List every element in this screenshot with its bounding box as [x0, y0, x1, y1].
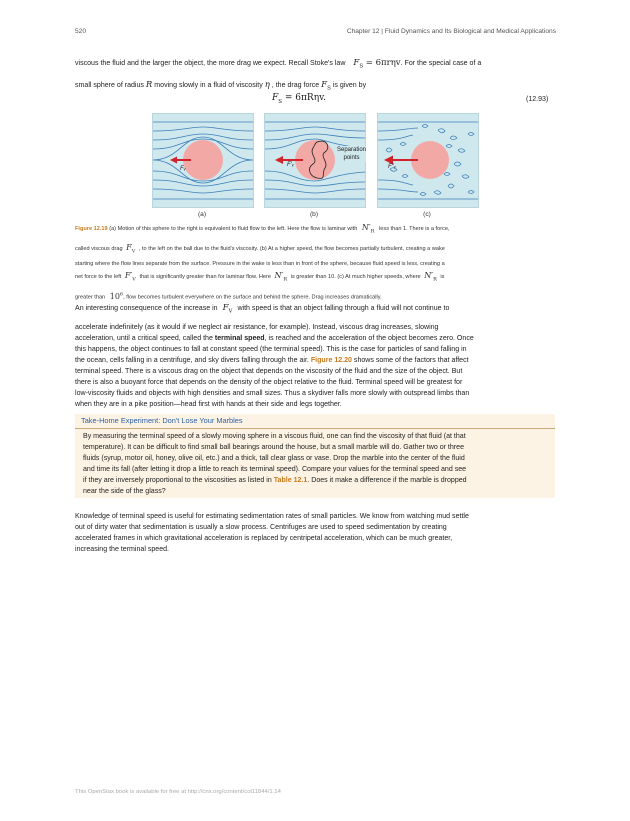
body-line-9: when they are in a pike position—head first with hands at their side and legs together. [75, 401, 342, 409]
panel-label-c: (c) [423, 211, 431, 218]
closing-line-3: accelerated frames in which gravitational acceleration is replaced by centripetal acceleration, which can be much greater, [75, 535, 453, 543]
drag-force-symbol: $F_S$ [321, 79, 331, 92]
caption-line-5: greater than $10^6$, flow becomes turbulent everywhere on the surface and behind the sphere. Drag increases dramatically. [75, 291, 382, 301]
body-line-2: accelerate indefinitely (as it would if we neglect air resistance, for example). Instead, viscous drag increases, slowing [75, 323, 439, 331]
intro-text-b: . For the special case of a [400, 60, 482, 67]
figure-panel-b [264, 113, 366, 208]
caption-line-3: starting where the flow lines separate from the surface. Pressure in the wake is less than in front of the sphere, because fluid speed is less, creating a [75, 261, 445, 267]
body-line-8: low-viscosity fluids and objects with high densities and small sizes. Thus a skydiver falls more slowly with outspread limbs than [75, 390, 470, 398]
panel-label-b: (b) [309, 211, 319, 218]
force-label-c: F″ᵥ [388, 164, 396, 170]
full-turbulence-diagram [378, 114, 478, 207]
body-line-7: there is also a buoyant force that depends on the density of the object relative to the fluid. Terminal speed will be greatest for [75, 379, 463, 387]
force-label-b: F′ᵥ [287, 162, 294, 168]
caption-line-1: Figure 12.19 (a) Motion of this sphere to the right is equivalent to fluid flow to the left. Here the flow is laminar with $N'_R$ less than 1. There is a force, [75, 223, 450, 235]
body-line-4: this happens, the object continues to fall at constant speed (the terminal speed). This is the case for particles of sand falling in [75, 345, 467, 353]
experiment-title-bar [75, 414, 555, 429]
equation-12-93: $F_S = 6\pi R\eta v$. [272, 93, 326, 105]
body-line-5: the ocean, cells falling in a centrifuge, and sky divers falling through the air. Figure 12.20 shows some of the factors that affect [75, 357, 469, 365]
intro-paragraph [75, 58, 560, 95]
caption-line-2: called viscous drag $F_V$ , to the left on the ball due to the fluid's viscosity. (b) At a higher speed, the flow becomes partially turbulent, creating a wake [75, 243, 445, 255]
closing-line-4: increasing the terminal speed. [75, 546, 170, 554]
radius-symbol: R [145, 79, 153, 90]
stokes-law-inline: $F_S = 6\pi r\eta v$ [353, 58, 401, 70]
separation-points-label: Separation points [337, 147, 367, 161]
equation-number: (12.93) [526, 96, 549, 103]
table-12-1-link[interactable]: Table 12.1 [273, 476, 308, 484]
experiment-title: Take-Home Experiment: Don't Lose Your Marbles [81, 416, 243, 425]
closing-line-2: out of dirty water that sedimentation is usually a slow process. Centrifuges are used to speed sedimentation by creating [75, 524, 447, 532]
laminar-flow-diagram [153, 114, 253, 207]
intro-line-1 [75, 58, 560, 73]
figure-panel-a [152, 113, 254, 208]
terminal-speed-paragraph [75, 303, 560, 411]
intro-line-2: small sphere of radius R moving slowly in a fluid of viscosity η , the drag force $F_S$ is given by [75, 79, 367, 92]
panel-label-a: (a) [197, 211, 207, 218]
body-line-3: acceleration, until a critical speed, called the terminal speed, is reached and the acceleration of the object becomes zero. Once [75, 334, 474, 342]
intro-text: viscous the fluid and the larger the object, the more drag we expect. Recall Stoke's law [75, 60, 346, 67]
figure-caption [75, 222, 560, 301]
chapter-header: Chapter 12 | Fluid Dynamics and Its Biological and Medical Applications [346, 28, 556, 35]
term-terminal-speed: terminal speed [214, 334, 265, 342]
figure-number: Figure 12.19 [75, 226, 108, 232]
viscosity-symbol: η [264, 79, 270, 90]
figure-panel-c [377, 113, 479, 208]
drag-arrowhead-b [275, 156, 283, 164]
drag-arrowhead-a [170, 157, 177, 164]
closing-line-1: Knowledge of terminal speed is useful for estimating sedimentation rates of small particles. We know from watching mud settle [75, 513, 469, 520]
page-number: 520 [75, 28, 87, 35]
body-line-1: An interesting consequence of the increase in $F_V$ with speed is that an object falling through a fluid will not continue to [75, 303, 450, 315]
take-home-experiment-box [75, 414, 555, 498]
caption-line-4: net force to the left $F'_V$ that is significantly greater than for laminar flow. Here $N'_R$ is greater than 10. (c) At much higher speeds, where $N'_R$ is [75, 271, 445, 283]
viscous-drag-symbol: $F_V$ [222, 303, 233, 315]
body-line-6: terminal speed. There is a viscous drag on the object that depends on the viscosity of the fluid and the size of the object. But [75, 368, 463, 376]
figure-12-20-link[interactable]: Figure 12.20 [310, 357, 352, 365]
experiment-text: By measuring the terminal speed of a slowly moving sphere in a viscous fluid, one can find the viscosity of that fluid (at that temperature). It can be difficult to find small ball bearings around the house, but a small marble will do. Gather two or three fluids (syrup, motor oil, honey, olive oil, etc.) and a thick, tall clear glass or vase. Drop the marble into the center of the fluid and time its fall (after letting it drop a little to reach its terminal speed). Compare your values for the terminal speed and see if they are inversely proportional to the viscosities as listed in Table 12.1. Does it make a difference if the marble is dropped near the side of the glass? [83, 433, 467, 495]
force-label-a: Fᵥ [180, 166, 186, 172]
sedimentation-paragraph [75, 511, 560, 555]
footer-text: This OpenStax book is available for free at http://cnx.org/content/col11844/1.14 [75, 789, 281, 795]
